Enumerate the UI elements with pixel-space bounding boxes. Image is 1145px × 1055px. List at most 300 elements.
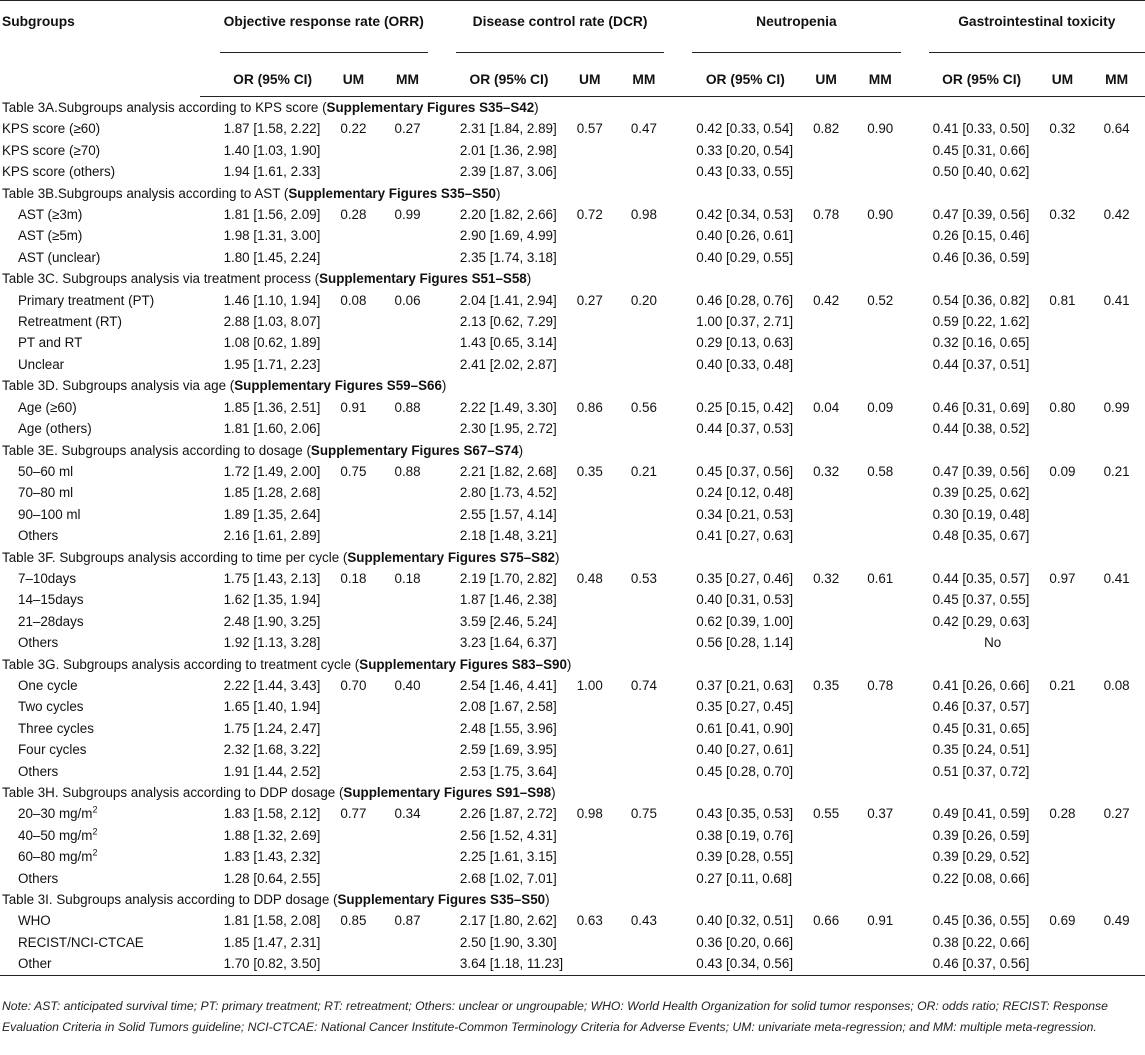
table-row bbox=[0, 611, 1145, 632]
orr-or-ci-cell: 1.72 [1.49, 2.00] bbox=[223, 463, 321, 479]
row-label-text: WHO bbox=[18, 913, 51, 929]
neu-um-cell: 0.66 bbox=[813, 913, 840, 929]
row-label bbox=[0, 696, 200, 717]
orr-or-ci-cell: 1.83 [1.43, 2.32] bbox=[223, 849, 321, 865]
row-label bbox=[0, 311, 200, 332]
neu-um-cell bbox=[800, 611, 851, 632]
gi-mm-cell bbox=[1088, 761, 1145, 782]
row-label bbox=[0, 632, 200, 653]
orr-um-cell bbox=[328, 739, 379, 760]
gi-um-cell: 0.97 bbox=[1049, 570, 1076, 586]
dcr-um-cell bbox=[564, 718, 615, 739]
neu-or-ci-cell: 0.25 [0.15, 0.42] bbox=[696, 399, 794, 415]
neu-mm-cell bbox=[852, 247, 909, 268]
dcr-or-ci-cell: 2.53 [1.75, 3.64] bbox=[459, 763, 557, 779]
row-label-text: Others bbox=[18, 763, 59, 779]
dcr-or-ci-cell: 2.18 [1.48, 3.21] bbox=[459, 528, 557, 544]
section-title-close: ) bbox=[526, 271, 532, 287]
table-row bbox=[0, 761, 1145, 782]
dcr-um-cell: 0.72 bbox=[576, 207, 603, 223]
table-row bbox=[0, 225, 1145, 246]
orr-or-ci-cell: 1.85 [1.47, 2.31] bbox=[223, 934, 321, 950]
dcr-mm-cell bbox=[616, 332, 673, 353]
row-label bbox=[0, 140, 200, 161]
gi-or-ci-cell: 0.39 [0.29, 0.52] bbox=[932, 849, 1030, 865]
dcr-or-ci-cell: 2.59 [1.69, 3.95] bbox=[459, 742, 557, 758]
table-row bbox=[0, 247, 1145, 268]
neu-mm-cell bbox=[852, 482, 909, 503]
orr-or-ci-cell: 1.87 [1.58, 2.22] bbox=[223, 121, 321, 137]
gi-um-cell: 0.32 bbox=[1049, 121, 1076, 137]
orr-or-ci-cell: 1.85 [1.28, 2.68] bbox=[223, 485, 321, 501]
dcr-mm-cell bbox=[616, 846, 673, 867]
neu-or-ci-cell: 0.43 [0.33, 0.55] bbox=[696, 164, 794, 180]
dcr-um-cell bbox=[564, 739, 615, 760]
dcr-um-cell bbox=[564, 140, 615, 161]
section-title bbox=[0, 889, 1145, 910]
orr-mm-cell: 0.40 bbox=[394, 677, 421, 693]
row-label bbox=[0, 718, 200, 739]
gi-mm-cell bbox=[1088, 932, 1145, 953]
orr-um-cell: 0.75 bbox=[340, 463, 367, 479]
neu-or-ci-cell: 0.38 [0.19, 0.76] bbox=[696, 827, 794, 843]
neu-mm-cell bbox=[852, 418, 909, 439]
section-title bbox=[0, 782, 1145, 803]
orr-um-cell bbox=[328, 632, 379, 653]
orr-or-ci-cell: 1.92 [1.13, 3.28] bbox=[223, 635, 321, 651]
dcr-or-ci-cell: 2.41 [2.02, 2.87] bbox=[459, 356, 557, 372]
section-title-text: Table 3D. Subgroups analysis via age ( bbox=[2, 378, 235, 394]
orr-um-cell: 0.18 bbox=[340, 570, 367, 586]
gi-or-ci-cell: 0.49 [0.41, 0.59] bbox=[932, 806, 1030, 822]
row-label-text: 20–30 mg/m bbox=[18, 806, 93, 822]
neu-or-ci-cell: 0.33 [0.20, 0.54] bbox=[696, 142, 794, 158]
neu-mm-cell: 0.78 bbox=[867, 677, 894, 693]
gi-um-cell bbox=[1037, 932, 1088, 953]
table-row bbox=[0, 846, 1145, 867]
gi-or-ci-cell: 0.51 [0.37, 0.72] bbox=[932, 763, 1030, 779]
orr-um-cell bbox=[328, 761, 379, 782]
table-row bbox=[0, 739, 1145, 760]
orr-or-ci-cell: 1.70 [0.82, 3.50] bbox=[200, 953, 328, 975]
neu-or-ci-cell: 0.40 [0.32, 0.51] bbox=[696, 913, 794, 929]
table-header bbox=[0, 1, 1145, 97]
orr-um-cell bbox=[328, 953, 379, 975]
orr-um-cell bbox=[328, 696, 379, 717]
orr-mm-cell bbox=[379, 718, 436, 739]
neu-or-ci-cell: 0.46 [0.28, 0.76] bbox=[696, 292, 794, 308]
gi-um-cell: 0.69 bbox=[1049, 913, 1076, 929]
gi-toxicity-header bbox=[909, 1, 1145, 65]
orr-or-ci-cell: 1.95 [1.71, 2.23] bbox=[223, 356, 321, 372]
gi-um-cell bbox=[1037, 868, 1088, 889]
row-label-text: 40–50 mg/m bbox=[18, 827, 93, 843]
table-row bbox=[0, 461, 1145, 482]
neu-or-ci-cell: 0.29 [0.13, 0.63] bbox=[696, 335, 794, 351]
gi-or-col-header: OR (95% CI) bbox=[909, 64, 1037, 97]
gi-um-cell bbox=[1037, 332, 1088, 353]
table-row bbox=[0, 118, 1145, 139]
neu-mm-cell bbox=[852, 332, 909, 353]
dcr-or-ci-cell: 2.35 [1.74, 3.18] bbox=[459, 249, 557, 265]
neu-um-cell bbox=[800, 761, 851, 782]
dcr-mm-cell: 0.47 bbox=[630, 121, 657, 137]
orr-mm-cell bbox=[379, 868, 436, 889]
gi-um-cell bbox=[1037, 482, 1088, 503]
dcr-um-cell bbox=[564, 761, 615, 782]
gi-or-ci-cell: 0.39 [0.26, 0.59] bbox=[932, 827, 1030, 843]
orr-or-ci-cell: 1.75 [1.24, 2.47] bbox=[223, 720, 321, 736]
orr-um-cell bbox=[328, 525, 379, 546]
dcr-mm-cell: 0.21 bbox=[630, 463, 657, 479]
section-title-text: Table 3C. Subgroups analysis via treatment process ( bbox=[2, 271, 320, 287]
orr-um-cell bbox=[328, 932, 379, 953]
row-label-text: Others bbox=[18, 635, 59, 651]
gi-or-ci-cell: 0.48 [0.35, 0.67] bbox=[932, 528, 1030, 544]
orr-mm-cell bbox=[379, 932, 436, 953]
section-title-text: Table 3I. Subgroups analysis according to DDP dosage ( bbox=[2, 892, 338, 908]
neu-um-cell bbox=[800, 846, 851, 867]
section-title-row bbox=[0, 782, 1145, 803]
gi-mm-cell bbox=[1088, 611, 1145, 632]
row-label bbox=[0, 825, 200, 846]
neu-um-cell bbox=[800, 932, 851, 953]
row-label-text: 70–80 ml bbox=[18, 485, 74, 501]
orr-um-cell bbox=[328, 140, 379, 161]
superscript: 2 bbox=[92, 804, 98, 815]
gi-um-cell bbox=[1037, 504, 1088, 525]
row-label bbox=[0, 118, 200, 139]
row-label-text: KPS score (≥70) bbox=[2, 142, 101, 158]
supplementary-figures-ref: Supplementary Figures S35–S50 bbox=[288, 185, 496, 201]
neu-mm-cell: 0.09 bbox=[867, 399, 894, 415]
table-row bbox=[0, 718, 1145, 739]
orr-mm-cell bbox=[379, 696, 436, 717]
dcr-mm-cell bbox=[616, 696, 673, 717]
gi-mm-cell bbox=[1088, 589, 1145, 610]
row-label-text: Three cycles bbox=[18, 720, 94, 736]
superscript: 2 bbox=[92, 826, 98, 837]
dcr-um-cell bbox=[564, 696, 615, 717]
table-body bbox=[0, 97, 1145, 976]
gi-mm-cell bbox=[1088, 225, 1145, 246]
dcr-mm-col-header: MM bbox=[616, 64, 673, 97]
table-row bbox=[0, 953, 1145, 975]
dcr-or-ci-cell: 2.08 [1.67, 2.58] bbox=[459, 699, 557, 715]
neu-um-cell bbox=[800, 868, 851, 889]
gi-um-cell bbox=[1037, 718, 1088, 739]
table-row bbox=[0, 825, 1145, 846]
gi-or-ci-cell: 0.47 [0.39, 0.56] bbox=[932, 207, 1030, 223]
orr-mm-cell bbox=[379, 632, 436, 653]
dcr-mm-cell bbox=[616, 868, 673, 889]
row-label-text: Others bbox=[18, 870, 59, 886]
dcr-um-cell bbox=[564, 932, 615, 953]
dcr-um-cell bbox=[564, 825, 615, 846]
gi-or-ci-cell: 0.47 [0.39, 0.56] bbox=[932, 463, 1030, 479]
gi-mm-cell bbox=[1088, 504, 1145, 525]
gi-um-cell bbox=[1037, 611, 1088, 632]
gi-um-cell: 0.09 bbox=[1049, 463, 1076, 479]
neu-mm-cell bbox=[852, 953, 909, 975]
dcr-header-label: Disease control rate (DCR) bbox=[456, 1, 664, 53]
row-label bbox=[0, 589, 200, 610]
orr-or-ci-cell: 1.89 [1.35, 2.64] bbox=[223, 506, 321, 522]
orr-mm-cell bbox=[379, 482, 436, 503]
section-title-close: ) bbox=[495, 185, 501, 201]
neu-mm-col-header: MM bbox=[852, 64, 909, 97]
orr-um-cell bbox=[328, 418, 379, 439]
gi-or-ci-cell: 0.32 [0.16, 0.65] bbox=[932, 335, 1030, 351]
dcr-um-cell bbox=[564, 868, 615, 889]
dcr-mm-cell bbox=[616, 225, 673, 246]
dcr-or-ci-cell: 2.68 [1.02, 7.01] bbox=[459, 870, 557, 886]
neu-mm-cell: 0.58 bbox=[867, 463, 894, 479]
gi-mm-cell: 0.27 bbox=[1103, 806, 1130, 822]
neu-or-ci-cell: 0.35 [0.27, 0.46] bbox=[696, 570, 794, 586]
row-label bbox=[0, 290, 200, 311]
section-title-row bbox=[0, 547, 1145, 568]
gi-um-cell bbox=[1037, 953, 1088, 975]
row-label-text: 7–10days bbox=[18, 570, 77, 586]
gi-mm-cell: 0.21 bbox=[1103, 463, 1130, 479]
dcr-um-cell bbox=[564, 332, 615, 353]
gi-mm-cell bbox=[1088, 846, 1145, 867]
dcr-um-cell bbox=[564, 589, 615, 610]
gi-or-ci-cell: 0.22 [0.08, 0.66] bbox=[932, 870, 1030, 886]
neu-um-cell bbox=[800, 482, 851, 503]
orr-mm-cell: 0.88 bbox=[394, 463, 421, 479]
gi-or-ci-cell: 0.50 [0.40, 0.62] bbox=[932, 164, 1030, 180]
neu-or-ci-cell: 0.27 [0.11, 0.68] bbox=[696, 870, 793, 886]
dcr-um-cell bbox=[564, 311, 615, 332]
neu-or-ci-cell: 0.42 [0.33, 0.54] bbox=[696, 121, 794, 137]
gi-or-ci-cell: 0.41 [0.33, 0.50] bbox=[932, 121, 1030, 137]
row-label-text: 14–15days bbox=[18, 592, 84, 608]
table-row bbox=[0, 354, 1145, 375]
neu-um-cell: 0.82 bbox=[813, 121, 840, 137]
section-title-close: ) bbox=[545, 892, 550, 908]
dcr-um-cell bbox=[564, 504, 615, 525]
dcr-um-cell bbox=[564, 525, 615, 546]
section-title bbox=[0, 375, 1145, 396]
section-title-row bbox=[0, 183, 1145, 204]
orr-or-ci-cell: 1.80 [1.45, 2.24] bbox=[223, 249, 321, 265]
superscript: 2 bbox=[92, 847, 98, 858]
section-title-row bbox=[0, 654, 1145, 675]
table-row bbox=[0, 932, 1145, 953]
dcr-mm-cell bbox=[616, 311, 673, 332]
orr-um-cell bbox=[328, 354, 379, 375]
gi-um-cell bbox=[1037, 846, 1088, 867]
neu-or-ci-cell: 1.00 [0.37, 2.71] bbox=[696, 314, 794, 330]
row-label bbox=[0, 932, 200, 953]
row-label-text: Two cycles bbox=[18, 699, 84, 715]
dcr-um-cell: 0.27 bbox=[576, 292, 603, 308]
row-label bbox=[0, 204, 200, 225]
section-title-row bbox=[0, 440, 1145, 461]
section-title-row bbox=[0, 97, 1145, 119]
neu-um-col-header: UM bbox=[800, 64, 851, 97]
row-label bbox=[0, 761, 200, 782]
section-title bbox=[0, 547, 1145, 568]
neu-um-cell bbox=[800, 696, 851, 717]
orr-um-cell: 0.85 bbox=[340, 913, 367, 929]
gi-um-cell bbox=[1037, 739, 1088, 760]
row-label bbox=[0, 568, 200, 589]
section-title bbox=[0, 654, 1145, 675]
row-label-text: KPS score (≥60) bbox=[2, 121, 101, 137]
gi-mm-cell: 0.99 bbox=[1103, 399, 1130, 415]
subgroups-header: Subgroups bbox=[0, 1, 200, 97]
table-row bbox=[0, 803, 1145, 824]
orr-um-cell: 0.91 bbox=[340, 399, 367, 415]
orr-mm-cell: 0.06 bbox=[394, 292, 421, 308]
section-title-text: Table 3E. Subgroups analysis according to dosage ( bbox=[2, 442, 311, 458]
orr-mm-cell: 0.27 bbox=[394, 121, 421, 137]
table-row bbox=[0, 696, 1145, 717]
dcr-mm-cell bbox=[616, 932, 673, 953]
gi-mm-cell bbox=[1088, 332, 1145, 353]
row-label-text: AST (unclear) bbox=[18, 249, 101, 265]
supplementary-figures-ref: Supplementary Figures S67–S74 bbox=[310, 442, 519, 458]
gi-mm-cell: 0.41 bbox=[1103, 570, 1130, 586]
row-label-text: Unclear bbox=[18, 356, 65, 372]
gi-um-cell: 0.80 bbox=[1049, 399, 1076, 415]
section-title-close: ) bbox=[534, 100, 539, 115]
neu-or-ci-cell: 0.45 [0.28, 0.70] bbox=[696, 763, 794, 779]
dcr-or-ci-cell: 1.87 [1.46, 2.38] bbox=[459, 592, 557, 608]
dcr-or-ci-cell: 2.04 [1.41, 2.94] bbox=[459, 292, 557, 308]
orr-mm-cell bbox=[379, 225, 436, 246]
neu-mm-cell: 0.52 bbox=[867, 292, 894, 308]
neu-mm-cell bbox=[852, 718, 909, 739]
neu-or-ci-cell: 0.39 [0.28, 0.55] bbox=[696, 849, 794, 865]
row-label-text: AST (≥3m) bbox=[18, 207, 83, 223]
neu-mm-cell: 0.61 bbox=[867, 570, 894, 586]
supplementary-figures-ref: Supplementary Figures S59–S66 bbox=[234, 378, 442, 394]
dcr-or-ci-cell: 2.31 [1.84, 2.89] bbox=[459, 121, 557, 137]
orr-mm-cell bbox=[379, 953, 436, 975]
neu-or-ci-cell: 0.40 [0.27, 0.61] bbox=[696, 742, 794, 758]
gi-or-ci-cell: 0.39 [0.25, 0.62] bbox=[932, 485, 1030, 501]
dcr-mm-cell: 0.43 bbox=[630, 913, 657, 929]
gi-um-cell bbox=[1037, 632, 1088, 653]
dcr-or-ci-cell: 2.90 [1.69, 4.99] bbox=[459, 228, 557, 244]
row-label-text: 60–80 mg/m bbox=[18, 849, 93, 865]
table-row bbox=[0, 910, 1145, 931]
dcr-mm-cell bbox=[616, 589, 673, 610]
section-title-close: ) bbox=[441, 378, 447, 394]
table-row bbox=[0, 311, 1145, 332]
dcr-or-ci-cell: 2.17 [1.80, 2.62] bbox=[459, 913, 557, 929]
row-label-text: 21–28days bbox=[18, 613, 84, 629]
row-label-text: RECIST/NCI-CTCAE bbox=[18, 934, 144, 950]
gi-um-cell bbox=[1037, 589, 1088, 610]
table-row bbox=[0, 504, 1145, 525]
orr-mm-cell bbox=[379, 589, 436, 610]
orr-or-ci-cell: 1.08 [0.62, 1.89] bbox=[223, 335, 321, 351]
orr-mm-cell bbox=[379, 846, 436, 867]
section-title-close: ) bbox=[551, 785, 556, 800]
dcr-or-ci-cell: 2.19 [1.70, 2.82] bbox=[459, 570, 557, 586]
gi-um-cell: 0.32 bbox=[1049, 207, 1076, 223]
dcr-or-ci-cell: 2.50 [1.90, 3.30] bbox=[459, 934, 557, 950]
orr-um-cell bbox=[328, 311, 379, 332]
orr-mm-cell bbox=[379, 611, 436, 632]
row-label-text: Other bbox=[18, 956, 52, 972]
gi-or-ci-cell: 0.54 [0.36, 0.82] bbox=[932, 292, 1030, 308]
row-label bbox=[0, 161, 200, 182]
section-title bbox=[0, 268, 1145, 289]
orr-um-cell bbox=[328, 482, 379, 503]
section-title-text: Table 3A.Subgroups analysis according to KPS score ( bbox=[2, 100, 327, 115]
neu-mm-cell: 0.91 bbox=[867, 913, 894, 929]
orr-header-label: Objective response rate (ORR) bbox=[220, 1, 428, 53]
gi-mm-cell: 0.42 bbox=[1103, 207, 1130, 223]
orr-mm-cell bbox=[379, 354, 436, 375]
dcr-mm-cell bbox=[616, 525, 673, 546]
supplementary-figures-ref: Supplementary Figures S35–S42 bbox=[326, 100, 535, 115]
orr-or-ci-cell: 1.81 [1.58, 2.08] bbox=[223, 913, 321, 929]
neu-or-ci-cell: 0.24 [0.12, 0.48] bbox=[696, 485, 794, 501]
gi-mm-cell bbox=[1088, 739, 1145, 760]
gi-mm-cell bbox=[1088, 354, 1145, 375]
orr-or-ci-cell: 1.62 [1.35, 1.94] bbox=[223, 592, 321, 608]
row-label bbox=[0, 397, 200, 418]
neu-um-cell: 0.55 bbox=[813, 806, 840, 822]
neu-mm-cell bbox=[852, 525, 909, 546]
dcr-um-cell: 0.57 bbox=[576, 121, 603, 137]
orr-um-cell: 0.08 bbox=[340, 292, 367, 308]
gi-mm-cell bbox=[1088, 525, 1145, 546]
dcr-or-ci-cell: 2.48 [1.55, 3.96] bbox=[459, 720, 557, 736]
neu-um-cell bbox=[800, 418, 851, 439]
neu-mm-cell bbox=[852, 589, 909, 610]
dcr-mm-cell bbox=[616, 761, 673, 782]
gi-mm-cell bbox=[1088, 311, 1145, 332]
orr-um-cell bbox=[328, 868, 379, 889]
orr-or-ci-cell: 1.81 [1.60, 2.06] bbox=[223, 421, 321, 437]
dcr-um-cell: 0.98 bbox=[576, 806, 603, 822]
orr-mm-cell bbox=[379, 418, 436, 439]
supplementary-figures-ref: Supplementary Figures S51–S58 bbox=[319, 271, 527, 287]
table-row bbox=[0, 525, 1145, 546]
orr-or-ci-cell: 2.88 [1.03, 8.07] bbox=[223, 314, 321, 330]
dcr-mm-cell bbox=[616, 482, 673, 503]
gi-um-cell bbox=[1037, 140, 1088, 161]
orr-or-ci-cell: 2.48 [1.90, 3.25] bbox=[223, 613, 321, 629]
dcr-um-cell bbox=[564, 632, 615, 653]
gi-um-cell bbox=[1037, 161, 1088, 182]
orr-or-ci-cell: 2.16 [1.61, 2.89] bbox=[223, 528, 321, 544]
row-label bbox=[0, 247, 200, 268]
gi-mm-cell: 0.64 bbox=[1103, 121, 1130, 137]
neu-um-cell bbox=[800, 161, 851, 182]
orr-header bbox=[200, 1, 436, 65]
neu-um-cell bbox=[800, 247, 851, 268]
table-row bbox=[0, 161, 1145, 182]
section-title bbox=[0, 440, 1145, 461]
orr-um-cell: 0.77 bbox=[340, 806, 367, 822]
row-label bbox=[0, 868, 200, 889]
neu-mm-cell bbox=[852, 846, 909, 867]
dcr-or-ci-cell: 2.25 [1.61, 3.15] bbox=[459, 849, 557, 865]
neu-mm-cell bbox=[852, 311, 909, 332]
dcr-um-cell: 0.86 bbox=[576, 399, 603, 415]
table-row bbox=[0, 632, 1145, 653]
neu-or-ci-cell: 0.36 [0.20, 0.66] bbox=[696, 934, 794, 950]
